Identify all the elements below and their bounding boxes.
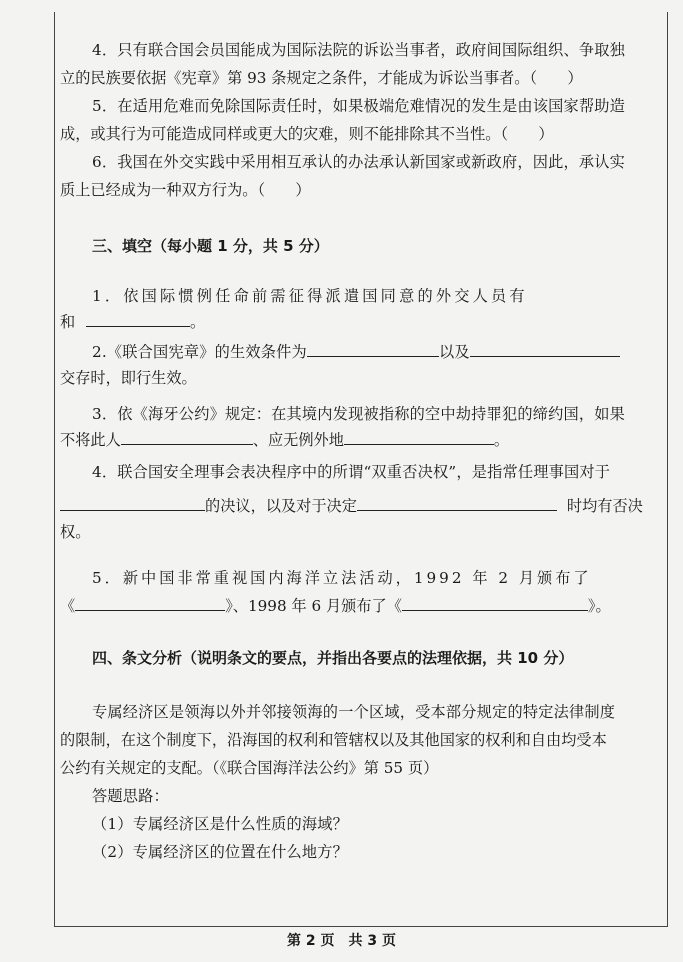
fill-q5-line2 [60,594,660,618]
fill-q3-end: 。 [493,431,510,449]
fill-q4-mid: 的决议，以及对于决定 [205,497,357,515]
fill-q1-end: 。 [190,313,206,331]
fill-q4-line3: 权。 [60,523,91,541]
fill-q3-line2 [60,428,660,452]
article-para-line1: 专属经济区是领海以外并邻接领海的一个区域，受本部分规定的特定法律制度 [92,703,616,721]
fill-q2-text: 2.《联合国宪章》的生效条件为 [92,343,307,361]
fill-q5-close: 》。 [587,597,611,615]
fill-q2-line1 [60,340,660,364]
fill-q5-line1: 5．新中国非常重视国内海洋立法活动，1992 年 2 月颁布了 [92,569,592,587]
fill-q1-line1: 1．依国际惯例任命前需征得派遣国同意的外交人员有 [92,287,528,305]
fill-q2-blank1[interactable] [307,342,439,357]
fill-q4-blank2[interactable] [357,496,557,511]
article-para-line2: 的限制，在这个制度下，沿海国的权利和管辖权以及其他国家的权利和自由均受本 [60,731,607,749]
fill-q4-end: 时均有否决 [566,497,643,515]
fill-q2-and: 以及 [438,343,470,361]
fill-q5-blank1[interactable] [75,596,225,611]
fill-q5-blank2[interactable] [402,596,588,611]
fill-q5-open: 《 [60,597,76,615]
fill-q3-text: 不将此人 [60,431,121,449]
judge-item-6-line1: 6．我国在外交实践中采用相互承认的办法承认新国家或新政府，因此，承认实 [92,153,626,171]
judge-item-5-line2: 成，或其行为可能造成同样或更大的灾难，则不能排除其不当性。（ ） [60,125,554,143]
judge-item-6-line2: 质上已经成为一种双方行为。（ ） [60,181,311,199]
judge-item-5-line1: 5．在适用危难而免除国际责任时，如果极端危难情况的发生是由该国家帮助造 [92,97,626,115]
fill-q1-blank[interactable] [86,312,190,327]
section-3-title: 三、填空（每小题 1 分，共 5 分） [92,237,329,255]
judge-item-4-line2: 立的民族要依据《宪章》第 93 条规定之条件，才能成为诉讼当事者。（ ） [60,69,583,87]
fill-q2-blank2[interactable] [470,342,620,357]
fill-q5-mid: 》、1998 年 6 月颁布了《 [225,597,402,615]
fill-q1-and: 和 [60,313,76,331]
fill-q3-blank2[interactable] [344,430,494,445]
section-4-title: 四、条文分析（说明条文的要点，并指出各要点的法理依据，共 10 分） [92,649,574,667]
judge-item-4-line1: 4．只有联合国会员国能成为国际法院的诉讼当事者，政府间国际组织、争取独 [92,41,626,59]
fill-q4-blank1[interactable] [60,496,205,511]
exam-content [60,38,660,864]
page-footer: 第 2 页 共 3 页 [287,933,396,949]
hint-1: （1）专属经济区是什么性质的海域？ [92,815,349,833]
fill-q3-mid: 、应无例外地 [252,431,344,449]
hint-label: 答题思路： [92,787,169,805]
fill-q1-line2 [60,310,660,334]
fill-q3-line1: 3．依《海牙公约》规定：在其境内发现被指称的空中劫持罪犯的缔约国，如果 [92,405,626,423]
fill-q4-line1: 4．联合国安全理事会表决程序中的所谓“双重否决权”，是指常任理事国对于 [92,463,611,481]
hint-2: （2）专属经济区的位置在什么地方？ [92,843,349,861]
fill-q3-blank1[interactable] [121,430,253,445]
fill-q4-line2 [60,494,660,518]
article-para-line3: 公约有关规定的支配。（《联合国海洋法公约》第 55 页） [60,759,439,777]
fill-q2-line2: 交存时，即行生效。 [60,369,197,387]
